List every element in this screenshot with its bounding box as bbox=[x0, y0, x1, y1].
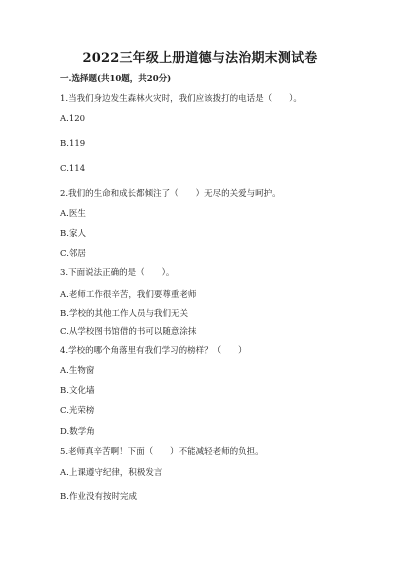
question-4-option-c: C.光荣榜 bbox=[60, 406, 95, 416]
question-2-stem: 2.我们的生命和成长都倾注了（ ）无尽的关爱与呵护。 bbox=[60, 189, 281, 199]
question-5-option-b: B.作业没有按时完成 bbox=[60, 492, 137, 502]
question-5-option-a: A.上课遵守纪律，积极发言 bbox=[60, 468, 163, 478]
question-1-stem: 1.当我们身边发生森林火灾时，我们应该拨打的电话是（ ）。 bbox=[60, 94, 302, 104]
question-5-stem: 5.老师真辛苦啊！下面（ ）不能减轻老师的负担。 bbox=[60, 447, 264, 457]
question-3-option-c: C.从学校图书馆借的书可以随意涂抹 bbox=[60, 327, 197, 337]
question-1-option-b: B.119 bbox=[60, 139, 86, 149]
question-3-stem: 3.下面说法正确的是（ ）。 bbox=[60, 268, 175, 278]
page-title: 2022三年级上册道德与法治期末测试卷 bbox=[82, 51, 318, 66]
question-4-option-b: B.文化墙 bbox=[60, 386, 95, 396]
question-2-option-b: B.家人 bbox=[60, 229, 86, 239]
question-3-option-a: A.老师工作很辛苦，我们要尊重老师 bbox=[60, 290, 197, 300]
question-2-option-a: A.医生 bbox=[60, 209, 86, 219]
question-2-option-c: C.邻居 bbox=[60, 249, 86, 259]
section-heading: 一.选择题(共10题，共20分) bbox=[60, 74, 172, 84]
question-4-option-d: D.数学角 bbox=[60, 427, 95, 437]
question-3-option-b: B.学校的其他工作人员与我们无关 bbox=[60, 309, 188, 319]
question-4-option-a: A.生物窗 bbox=[60, 366, 95, 376]
question-4-stem: 4.学校的哪个角落里有我们学习的榜样？（ ） bbox=[60, 346, 247, 356]
question-1-option-a: A.120 bbox=[60, 114, 86, 124]
question-1-option-c: C.114 bbox=[60, 164, 86, 174]
